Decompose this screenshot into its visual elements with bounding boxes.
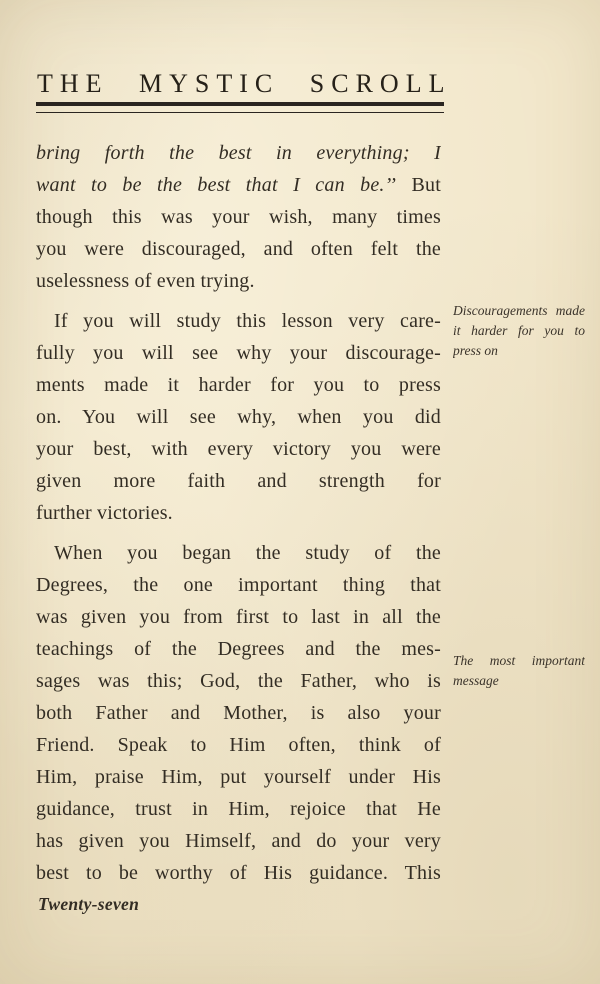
body-column bbox=[36, 137, 441, 889]
text-segment: your best, with every victory you were bbox=[36, 438, 441, 460]
text-segment: sages was this; God, the Father, who is bbox=[36, 670, 441, 692]
body-line bbox=[36, 465, 441, 497]
body-line bbox=[36, 569, 441, 601]
body-line bbox=[36, 305, 441, 337]
text-segment: was given you from first to last in all the bbox=[36, 606, 441, 628]
text-segment: best to be worthy of His guidance. This bbox=[36, 862, 441, 884]
text-segment: press on bbox=[453, 343, 498, 358]
text-segment: teachings of the Degrees and the mes- bbox=[36, 638, 441, 660]
body-line bbox=[36, 729, 441, 761]
body-line bbox=[36, 601, 441, 633]
text-segment: But bbox=[396, 174, 441, 196]
body-line bbox=[36, 697, 441, 729]
text-segment: ments made it harder for you to press bbox=[36, 374, 441, 396]
body-line bbox=[36, 265, 441, 297]
margin-note-important-message bbox=[453, 651, 585, 691]
body-line bbox=[36, 497, 441, 529]
italic-text-segment: bring forth the best in everything; I bbox=[36, 142, 441, 164]
margin-note-line bbox=[453, 671, 585, 691]
paragraph bbox=[36, 537, 441, 889]
body-line bbox=[36, 337, 441, 369]
paragraph bbox=[36, 305, 441, 529]
text-segment: given more faith and strength for bbox=[36, 470, 441, 492]
italic-text-segment: want to be the best that I can be.’’ bbox=[36, 174, 397, 196]
body-line bbox=[36, 233, 441, 265]
body-line bbox=[36, 369, 441, 401]
text-segment: has given you Himself, and do your very bbox=[36, 830, 441, 852]
body-line bbox=[36, 825, 441, 857]
text-segment: further victories. bbox=[36, 502, 173, 524]
text-segment: guidance, trust in Him, rejoice that He bbox=[36, 798, 441, 820]
text-segment: Discouragements made bbox=[453, 303, 585, 318]
text-segment: The most important bbox=[453, 653, 585, 668]
margin-note-line bbox=[453, 321, 585, 341]
margin-note-line bbox=[453, 341, 585, 361]
page-number: Twenty-seven bbox=[38, 894, 140, 914]
title-double-rule bbox=[36, 102, 444, 113]
text-segment: both Father and Mother, is also your bbox=[36, 702, 441, 724]
body-line bbox=[36, 537, 441, 569]
body-line bbox=[36, 633, 441, 665]
body-line bbox=[36, 169, 441, 201]
text-segment: on. You will see why, when you did bbox=[36, 406, 441, 428]
text-segment: though this was your wish, many times bbox=[36, 206, 441, 228]
text-segment: you were discouraged, and often felt the bbox=[36, 238, 441, 260]
body-line bbox=[36, 401, 441, 433]
running-head-title: THE MYSTIC SCROLL bbox=[37, 69, 452, 98]
text-segment: When you began the study of the bbox=[54, 542, 441, 564]
text-segment: uselessness of even trying. bbox=[36, 270, 255, 292]
margin-note-line bbox=[453, 651, 585, 671]
body-line bbox=[36, 137, 441, 169]
body-line bbox=[36, 201, 441, 233]
text-segment: Him, praise Him, put yourself under His bbox=[36, 766, 441, 788]
body-line bbox=[36, 761, 441, 793]
body-line bbox=[36, 433, 441, 465]
body-line bbox=[36, 793, 441, 825]
text-segment: If you will study this lesson very care- bbox=[54, 310, 441, 332]
body-line bbox=[36, 857, 441, 889]
margin-note-discouragements bbox=[453, 301, 585, 361]
margin-note-line bbox=[453, 301, 585, 321]
text-segment: Degrees, the one important thing that bbox=[36, 574, 441, 596]
text-segment: fully you will see why your discourage- bbox=[36, 342, 441, 364]
text-segment: message bbox=[453, 673, 499, 688]
paragraph bbox=[36, 137, 441, 297]
body-line bbox=[36, 665, 441, 697]
text-segment: Friend. Speak to Him often, think of bbox=[36, 734, 441, 756]
text-segment: it harder for you to bbox=[453, 323, 585, 338]
